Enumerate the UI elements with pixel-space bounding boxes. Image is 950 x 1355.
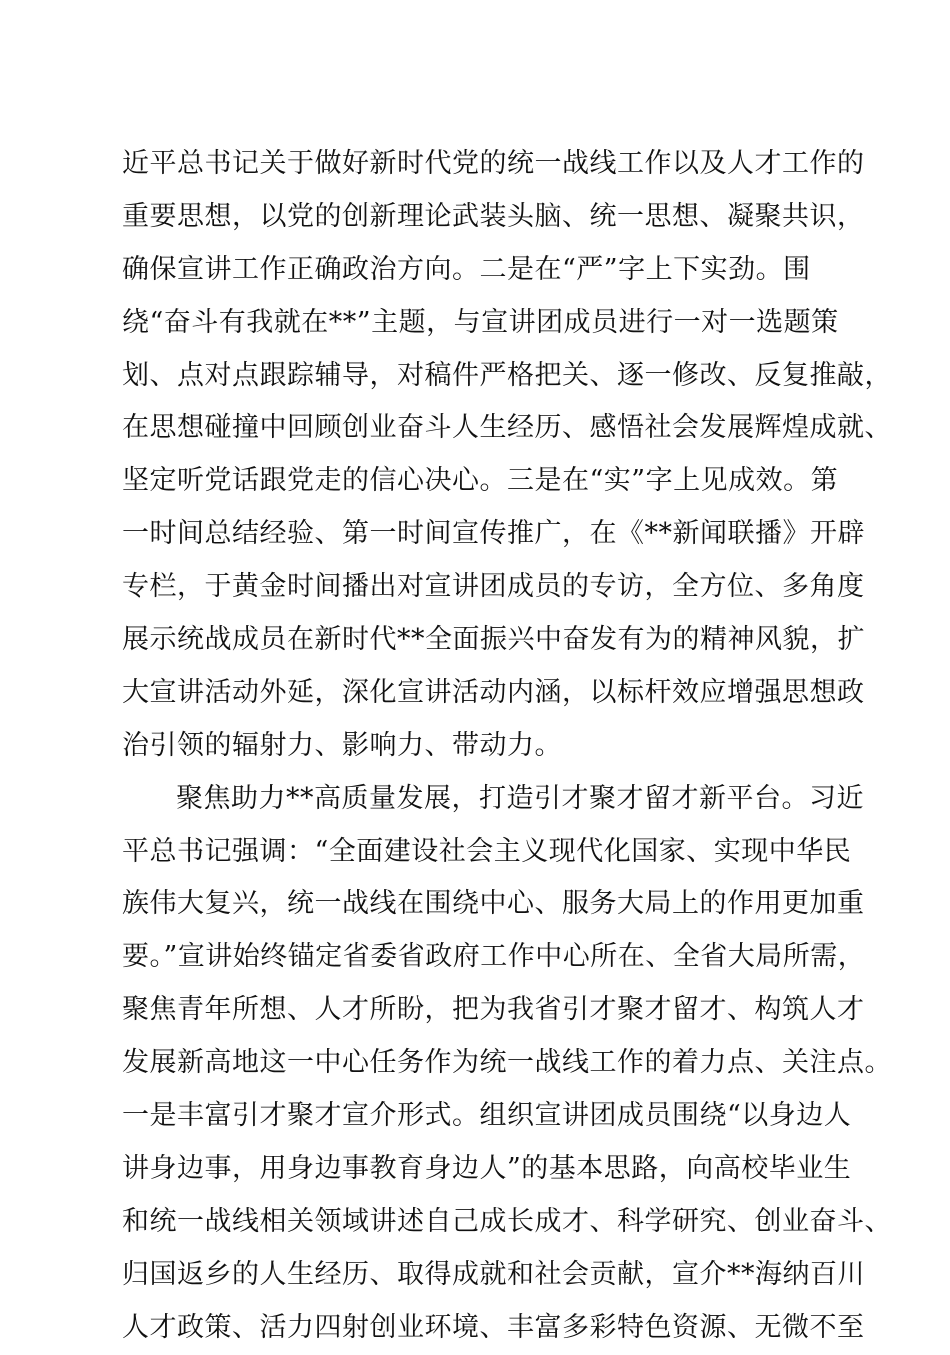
text-line: 人才政策、活力四射创业环境、丰富多彩特色资源、无微不至: [122, 1311, 865, 1343]
text-line: 重要思想，以党的创新理论武装头脑、统一思想、凝聚共识，: [122, 200, 865, 232]
text-line: 大宣讲活动外延，深化宣讲活动内涵，以标杆效应增强思想政: [122, 676, 865, 708]
text-line: 确保宣讲工作正确政治方向。二是在“严”字上下实劲。围: [122, 253, 811, 285]
text-line: 和统一战线相关领域讲述自己成长成才、科学研究、创业奋斗、: [122, 1205, 892, 1237]
text-line: 专栏，于黄金时间播出对宣讲团成员的专访，全方位、多角度: [122, 571, 865, 603]
text-line: 治引领的辐射力、影响力、带动力。: [122, 729, 562, 761]
text-line: 一是丰富引才聚才宣介形式。组织宣讲团成员围绕“以身边人: [122, 1100, 852, 1132]
paragraph-start-line: 聚焦助力**高质量发展，打造引才聚才留才新平台。习近: [176, 782, 864, 814]
text-line: 平总书记强调：“全面建设社会主义现代化国家、实现中华民: [122, 835, 852, 867]
text-line: 要。”宣讲始终锚定省委省政府工作中心所在、全省大局所需，: [122, 941, 866, 973]
text-line: 归国返乡的人生经历、取得成就和社会贡献，宣介**海纳百川: [122, 1258, 865, 1290]
document-body: [122, 138, 892, 1354]
text-line: 一时间总结经验、第一时间宣传推广，在《**新闻联播》开辟: [122, 518, 865, 550]
text-line: 近平总书记关于做好新时代党的统一战线工作以及人才工作的: [122, 148, 865, 179]
text-line: 展示统战成员在新时代**全面振兴中奋发有为的精神风貌，扩: [122, 624, 865, 656]
text-line: 绕“奋斗有我就在**”主题，与宣讲团成员进行一对一选题策: [122, 306, 839, 338]
text-line: 坚定听党话跟党走的信心决心。三是在“实”字上见成效。第: [122, 465, 839, 497]
text-line: 发展新高地这一中心任务作为统一战线工作的着力点、关注点。: [122, 1047, 892, 1079]
text-line: 族伟大复兴，统一战线在围绕中心、服务大局上的作用更加重: [122, 888, 865, 920]
text-line: 划、点对点跟踪辅导，对稿件严格把关、逐一修改、反复推敲，: [122, 359, 892, 391]
text-line: 讲身边事，用身边事教育身边人”的基本思路，向高校毕业生: [122, 1152, 852, 1184]
text-line: 聚焦青年所想、人才所盼，把为我省引才聚才留才、构筑人才: [122, 994, 865, 1026]
text-line: 在思想碰撞中回顾创业奋斗人生经历、感悟社会发展辉煌成就、: [122, 412, 892, 444]
